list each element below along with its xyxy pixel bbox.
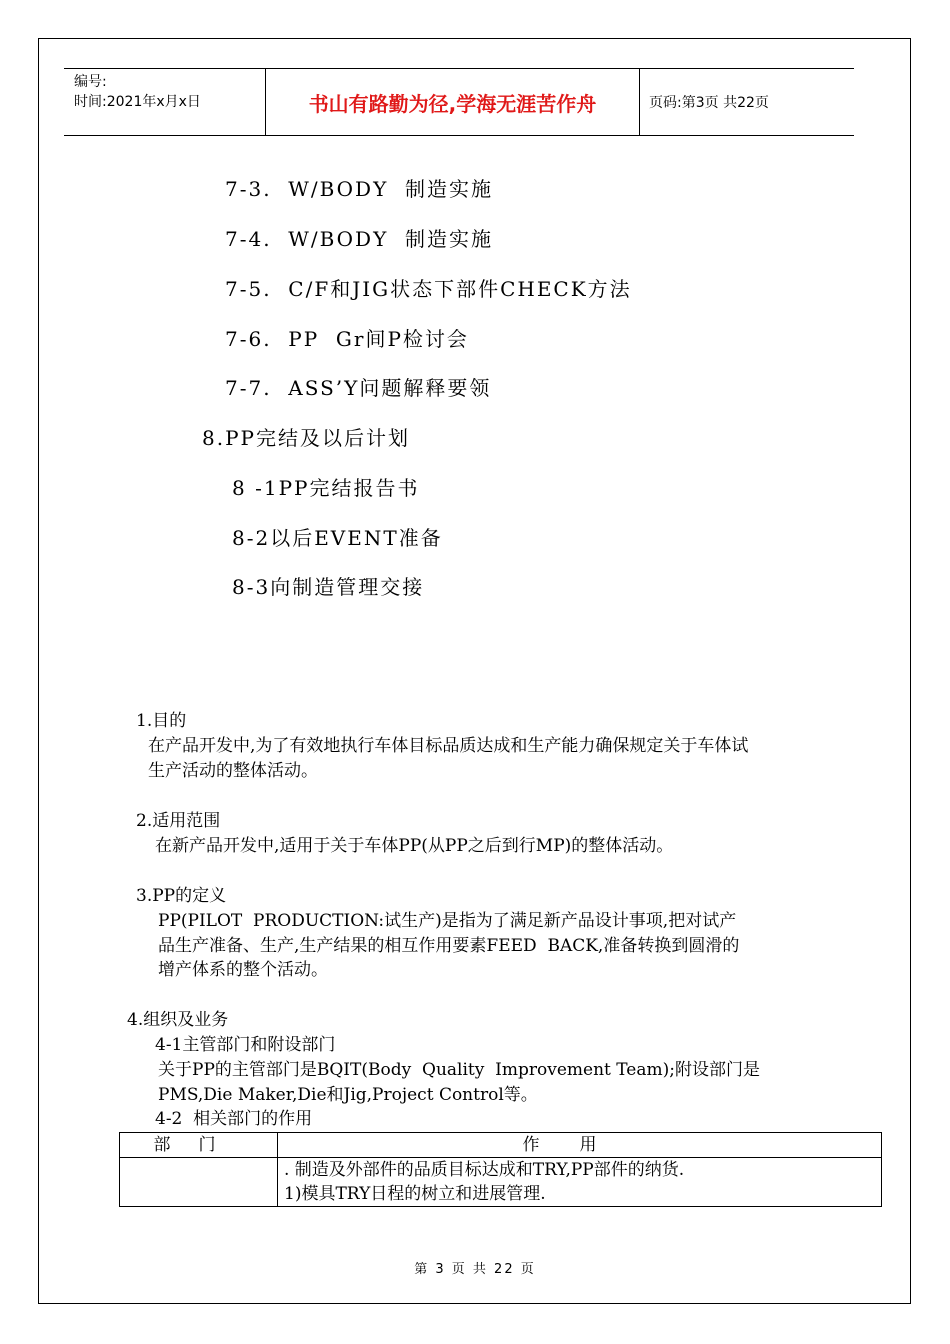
section-1-text: 在产品开发中,为了有效地执行车体目标品质达成和生产能力确保规定关于车体试 — [148, 736, 749, 756]
toc-item: 7-3. W/BODY 制造实施 — [225, 177, 493, 201]
document-header — [64, 68, 854, 136]
toc-item: 7-5. C/F和JIG状态下部件CHECK方法 — [225, 277, 632, 301]
document-number-label: 编号: — [74, 74, 107, 90]
section-2-title: 2.适用范围 — [136, 811, 221, 831]
section-1-text: 生产活动的整体活动。 — [148, 761, 318, 781]
section-4-text: 关于PP的主管部门是BQIT(Body Quality Improvement Team);附设部门是 — [158, 1060, 760, 1080]
section-3-text: PP(PILOT PRODUCTION:试生产)是指为了满足新产品设计事项,把对试产 — [158, 911, 737, 931]
toc-item: 8-2以后EVENT准备 — [232, 526, 443, 550]
section-4-text: PMS,Die Maker,Die和Jig,Project Control等。 — [158, 1085, 538, 1105]
table-row — [120, 1158, 882, 1207]
toc-item: 8.PP完结及以后计划 — [202, 426, 410, 450]
section-4-subtitle: 4-2 相关部门的作用 — [155, 1109, 313, 1129]
table-header-role: 作用 — [278, 1133, 882, 1158]
role-line: . 制造及外部件的品质目标达成和TRY,PP部件的纳货. — [284, 1160, 685, 1180]
toc-item: 7-4. W/BODY 制造实施 — [225, 227, 493, 251]
table-cell-role — [278, 1158, 882, 1207]
toc-item: 8 -1PP完结报告书 — [232, 476, 420, 500]
toc-item: 7-7. ASS’Y问题解释要领 — [225, 376, 492, 400]
header-meta-cell — [64, 69, 266, 135]
section-1-title: 1.目的 — [136, 711, 187, 731]
table-cell-department — [120, 1158, 278, 1207]
header-motto: 书山有路勤为径,学海无涯苦作舟 — [266, 69, 640, 135]
table-header-row — [120, 1133, 882, 1158]
toc-item: 8-3向制造管理交接 — [232, 575, 425, 599]
role-line: 1)模具TRY日程的树立和进展管理. — [284, 1184, 546, 1204]
header-page-info: 页码:第3页 共22页 — [649, 95, 769, 111]
section-3-text: 品生产准备、生产,生产结果的相互作用要素FEED BACK,准备转换到圆滑的 — [158, 936, 740, 956]
section-3-text: 增产体系的整个活动。 — [158, 960, 328, 980]
table-header-department: 部门 — [120, 1133, 278, 1158]
section-2-text: 在新产品开发中,适用于关于车体PP(从PP之后到行MP)的整体活动。 — [155, 836, 674, 856]
section-4-title: 4.组织及业务 — [127, 1010, 229, 1030]
section-3-title: 3.PP的定义 — [136, 886, 227, 906]
toc-item: 7-6. PP Gr间P检讨会 — [225, 327, 469, 351]
section-4-subtitle: 4-1主管部门和附设部门 — [155, 1035, 336, 1055]
page-footer: 第 3 页 共 22 页 — [414, 1262, 536, 1277]
department-roles-table — [119, 1132, 882, 1207]
document-time-label: 时间:2021年x月x日 — [74, 94, 201, 110]
